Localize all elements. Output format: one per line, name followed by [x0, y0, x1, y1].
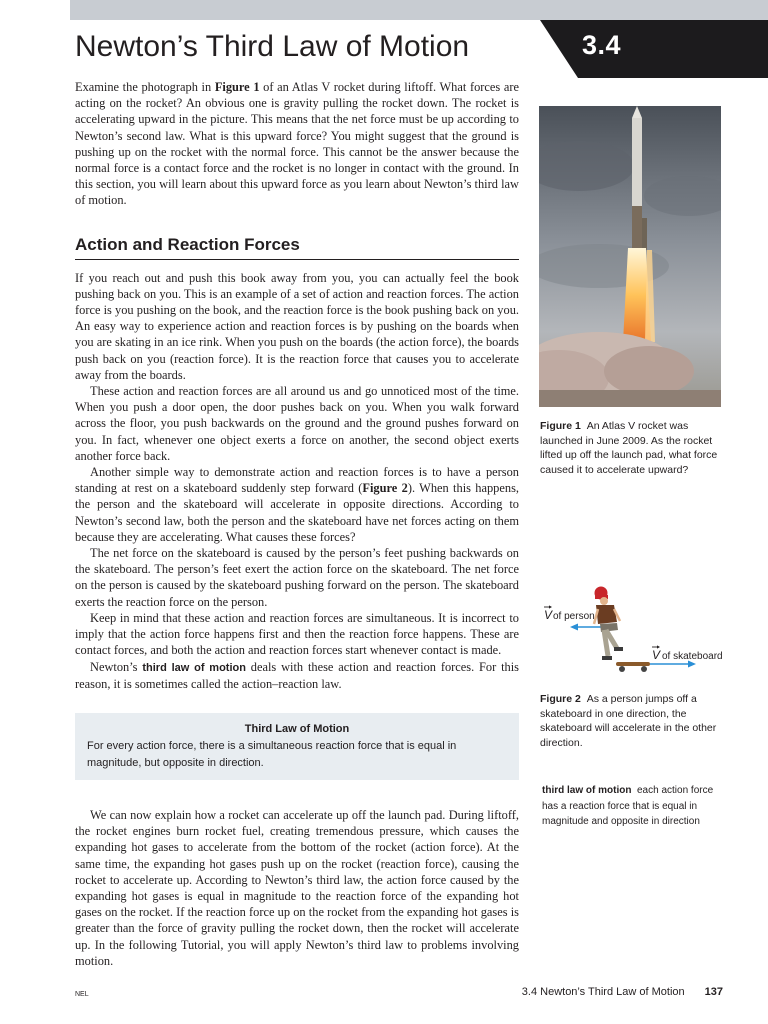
- skateboard-icon: [616, 662, 650, 672]
- figure2-reference: Figure 2: [362, 481, 408, 496]
- glossary-definition: each action force has a reaction force that is equal in magnitude and opposite in direction: [542, 785, 714, 827]
- paragraph-2: These action and reaction forces are all around us and go unnoticed most of the time. When you push a door open, the door pushes back on you. When you walk forward across the floor, you push backwards on the ground and the ground pushes forward on you. In fact, whenever one object exerts a force on another, the second object exerts another force back.: [75, 384, 519, 463]
- law-box: [75, 713, 519, 780]
- section-tab: [540, 20, 768, 78]
- footer-running-head: 3.4 Newton’s Third Law of Motion 137: [521, 986, 723, 998]
- key-term: third law of motion: [142, 661, 246, 674]
- main-column: [75, 79, 519, 969]
- top-band: [70, 0, 768, 20]
- velocity-skateboard-symbol: V: [652, 648, 661, 662]
- page-number: 137: [704, 986, 723, 998]
- paragraph-5: Keep in mind that these action and reaction forces are simultaneous. It is incorrect to imply that the action force happens first and then the reaction force happens. These are contact forces, and both the action and reaction forces start whenever contact is made.: [75, 610, 519, 658]
- paragraph-7: We can now explain how a rocket can accelerate up off the launch pad. During liftoff, the rocket engines burn rocket fuel, creating tremendous pressure, which causes the expanding hot gases to accelerate from the bottom of the rocket (action force). At the same time, the expanding hot gases push up on the rocket (reaction force), causing the rocket to accelerate up. According to Newton’s third law, the action force caused by the expanding hot gases is equal in magnitude to the reaction force of the expanding hot gases on the rocket. If the reaction force up on the rocket from the expanding hot gases is greater than the force of gravity pulling the rocket down, then the rocket will accelerate up. In the following Tutorial, you will apply Newton’s third law to problems involving motion.: [75, 807, 519, 968]
- figure2-diagram: [538, 580, 738, 680]
- figure1-caption: Figure 1 An Atlas V rocket was launched in June 2009. As the rocket lifted up off the launch pad, what force caused it to accelerate upward?: [540, 420, 718, 476]
- law-box-text: For every action force, there is a simultaneous reaction force that is equal in magnitude, but opposite in direction.: [87, 739, 457, 769]
- section-number: 3.4: [582, 30, 622, 60]
- footer-publisher: NEL: [75, 991, 89, 998]
- rocket-illustration: [539, 106, 721, 407]
- paragraph-4: The net force on the skateboard is caused by the person’s feet pushing backwards on the skateboard. The person’s feet exert the action force on the skateboard. The net force on the person is caused by the skateboard pushing forward on the person. The skateboard exerts the reaction force on the person.: [75, 546, 519, 609]
- law-box-title: Third Law of Motion: [244, 722, 350, 735]
- page-title: Newton’s Third Law of Motion: [75, 30, 470, 63]
- section-heading: Action and Reaction Forces: [75, 234, 519, 260]
- velocity-person-label: of person: [553, 611, 595, 622]
- paragraph-1: If you reach out and push this book away from you, you can actually feel the book pushing back on you. This is an example of a set of action and reaction forces. The action force is you pushing on the book, and the reaction force is the book pushing back on you. An easy way to experience action and reaction forces is by pushing on the boards when you are skating in an ice rink. When you push on the boards (the action force), the boards push back on you (reaction force). It is the reaction force that causes you to accelerate away from the boards.: [75, 270, 519, 382]
- figure1-reference: Figure 1: [214, 80, 260, 94]
- paragraph-3: Another simple way to demonstrate action and reaction forces is to have a person standing at rest on a skateboard suddenly step forward (Figure 2). When this happens, the person and the skateboard will accelerate in opposite directions. According to Newton’s second law, both the person and the skateboard have net forces acting on them because they are accelerating. What causes these forces?: [75, 465, 519, 544]
- person-icon: [594, 587, 623, 661]
- glossary-entry: [542, 783, 732, 830]
- velocity-person-symbol: V: [544, 608, 553, 622]
- figure2-caption: Figure 2 As a person jumps off a skateboard in one direction, the skateboard will accelerate in the other direction.: [540, 693, 717, 749]
- intro-paragraph: Examine the photograph in Figure 1 of an Atlas V rocket during liftoff. What forces are acting on the rocket? An obvious one is gravity pulling the rocket down. The rocket is accelerating upward in the picture. This means that the net force must be up according to Newton’s second law. What is this upward force? You might suggest that the ground is pushing up on the rocket with the normal force. This cannot be the answer because the normal force is a contact force and the rocket is no longer in contact with the ground. In this section, you will learn about this upward force as you learn about Newton’s third law of motion.: [75, 80, 519, 208]
- rocket-photo: [539, 106, 721, 407]
- velocity-skateboard-label: of skateboard: [662, 651, 723, 662]
- paragraph-6: Newton’s third law of motion deals with these action and reaction forces. For this reason, it is sometimes called the action–reaction law.: [75, 659, 519, 691]
- glossary-term: third law of motion: [542, 785, 632, 796]
